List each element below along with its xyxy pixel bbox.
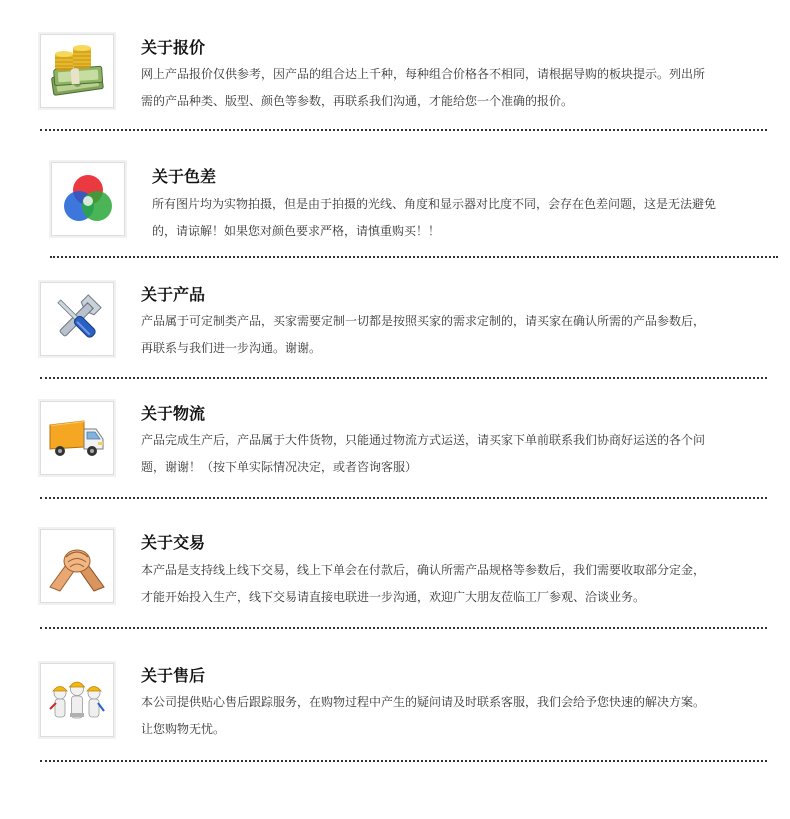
section-text-line: 本产品是支持线上线下交易，线上下单会在付款后，确认所需产品规格等参数后，我们需要收取部分定金， xyxy=(141,563,706,577)
section-title: 关于产品 xyxy=(141,285,206,304)
product-icon-box xyxy=(40,282,114,356)
section-text-line: 题，谢谢！（按下单实际情况决定，或者咨询客服） xyxy=(141,460,418,474)
handshake-icon xyxy=(46,535,108,597)
delivery-truck-icon xyxy=(46,407,108,469)
section-text xyxy=(141,557,761,611)
section-text xyxy=(141,689,761,743)
section-text xyxy=(152,191,772,245)
section-divider xyxy=(40,497,767,499)
logistics-icon-box xyxy=(40,401,114,475)
section-text-line: 本公司提供贴心售后跟踪服务，在购物过程中产生的疑问请及时联系客服，我们会给予您快速的解决方案。 xyxy=(141,695,706,709)
section-title: 关于报价 xyxy=(141,38,206,57)
section-text xyxy=(141,427,761,481)
section-text-line: 产品属于可定制类产品，买家需要定制一切都是按照买家的需求定制的，请买家在确认所需的产品参数后， xyxy=(141,314,706,328)
section-text-line: 才能开始投入生产，线下交易请直接电联进一步沟通，欢迎广大朋友莅临工厂参观、洽谈业务。 xyxy=(141,590,646,604)
section-text-line: 产品完成生产后，产品属于大件货物，只能通过物流方式运送，请买家下单前联系我们协商好运送的各个问 xyxy=(141,433,706,447)
section-text xyxy=(141,61,761,115)
section-text-line: 的，请谅解！如果您对颜色要求严格，请慎重购买！！ xyxy=(152,224,441,238)
section-divider xyxy=(40,627,767,629)
section-divider xyxy=(40,760,767,762)
section-title: 关于色差 xyxy=(152,167,217,186)
section-title: 关于售后 xyxy=(141,666,206,685)
money-stack-icon xyxy=(46,40,108,102)
section-text-line: 需的产品种类、版型、颜色等参数，再联系我们沟通，才能给您一个准确的报价。 xyxy=(141,94,574,108)
after-sales-icon-box xyxy=(40,663,114,737)
transaction-icon-box xyxy=(40,529,114,603)
section-text-line: 所有图片均为实物拍摄，但是由于拍摄的光线、角度和显示器对比度不同，会存在色差问题，这是无法避免 xyxy=(152,197,717,211)
color-icon-box xyxy=(51,162,125,236)
section-divider xyxy=(40,129,767,131)
color-circles-icon xyxy=(57,168,119,230)
section-text xyxy=(141,308,761,362)
section-divider xyxy=(50,256,778,258)
section-text-line: 网上产品报价仅供参考，因产品的组合达上千种，每种组合价格各不相同，请根据导购的板块提示。列出所 xyxy=(141,67,706,81)
service-workers-icon xyxy=(46,669,108,731)
section-divider xyxy=(40,377,767,379)
wrench-screwdriver-icon xyxy=(46,288,108,350)
section-text-line: 再联系与我们进一步沟通。谢谢。 xyxy=(141,341,322,355)
section-text-line: 让您购物无忧。 xyxy=(141,722,226,736)
pricing-icon-box xyxy=(40,34,114,108)
section-title: 关于交易 xyxy=(141,533,206,552)
section-title: 关于物流 xyxy=(141,404,206,423)
